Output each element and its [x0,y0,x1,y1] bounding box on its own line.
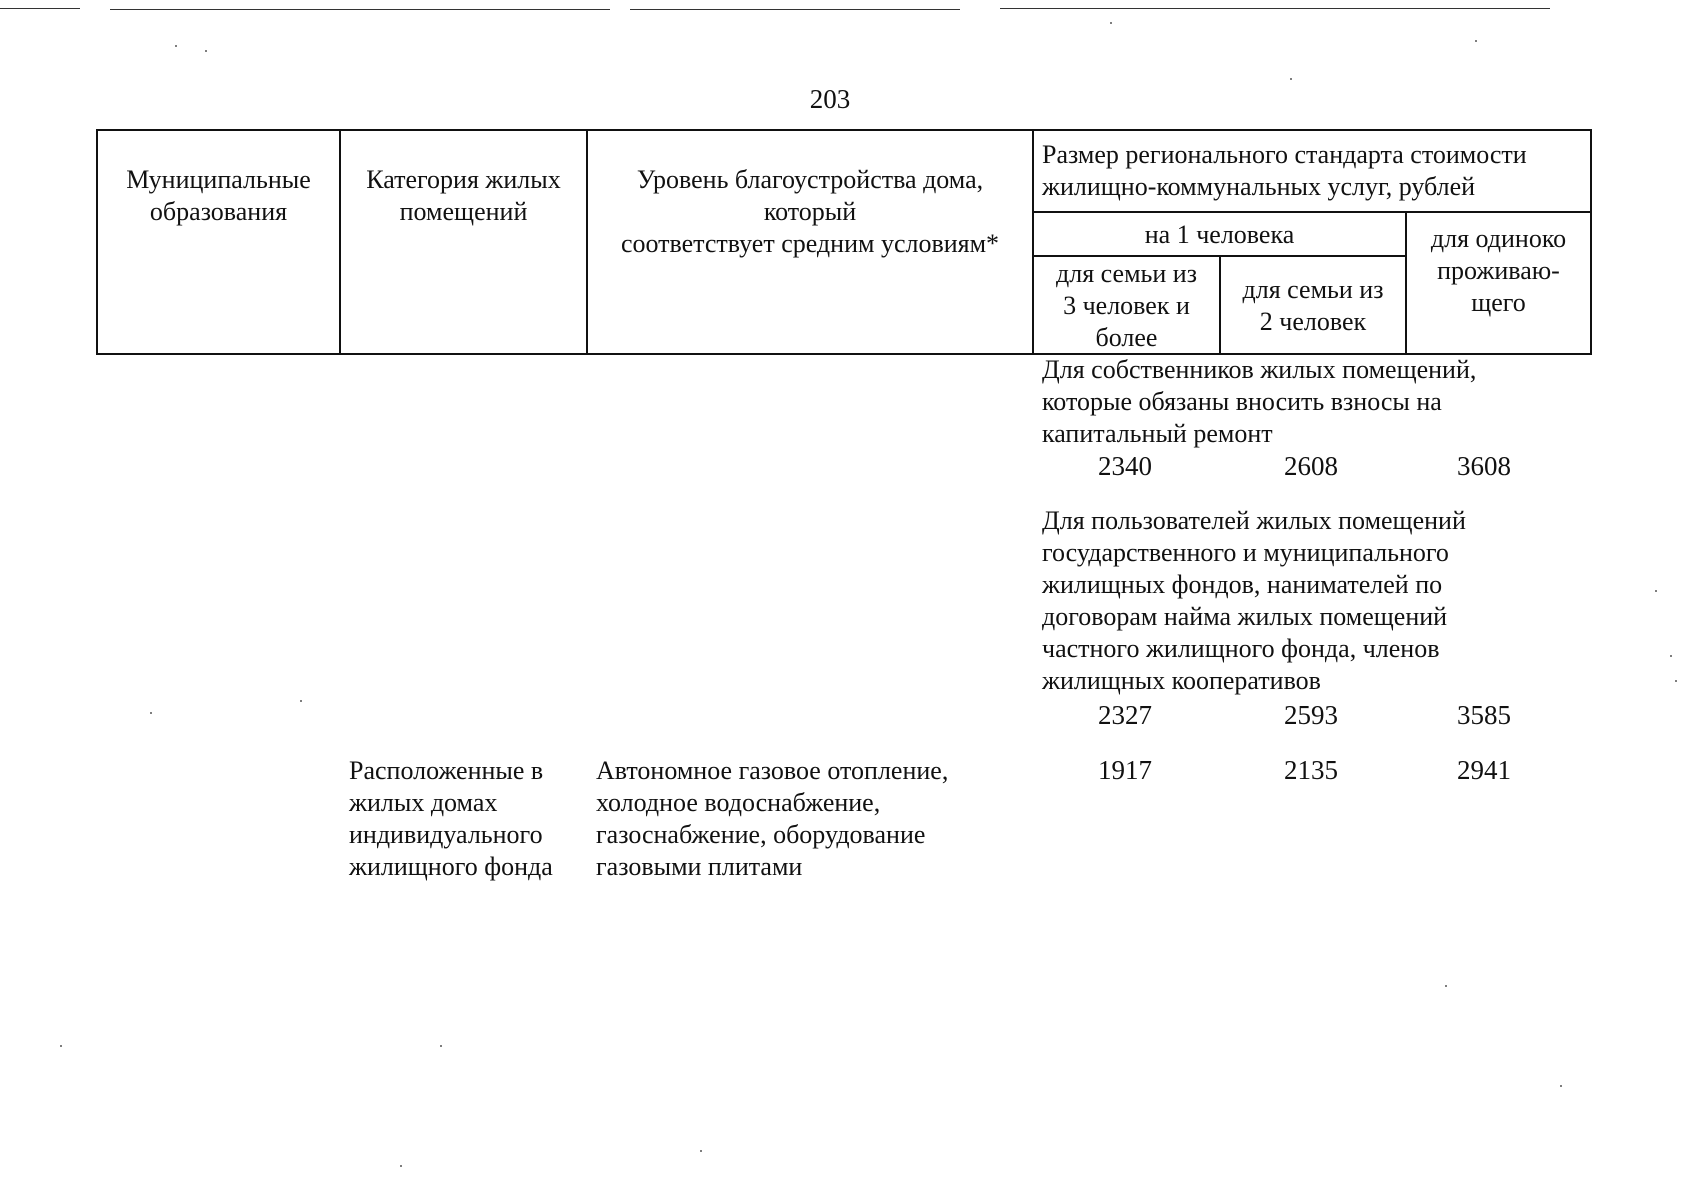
value-family-3: 2327 [1098,700,1152,730]
scan-speck [300,700,302,702]
row-divider [1032,211,1590,213]
header-improvement-level: Уровень благоустройства дома, который соответствует средним условиям* [620,165,1000,258]
header-family-2: для семьи из 2 человек [1242,275,1384,336]
header-category: Категория жилых помещений [366,165,561,226]
value-single: 3608 [1457,451,1511,481]
row-divider [1032,255,1407,257]
scan-speck [1675,680,1677,682]
value-family-2: 2135 [1284,755,1338,785]
section-users-title: Для пользователей жилых помещений государственного и муниципального жилищных фондов, нанимателей по договорам найма жилых помещений частного жилищного фонда, членов жилищных кооперативов [1042,506,1466,695]
header-family-3: для семьи из 3 человек и более [1056,259,1197,352]
scan-speck [175,45,177,47]
header-table [96,129,1592,355]
header-single: для одиноко проживаю- щего [1430,224,1567,317]
value-single: 2941 [1457,755,1511,785]
scan-speck [1475,40,1477,42]
scan-speck [700,1150,702,1152]
value-family-2: 2608 [1284,451,1338,481]
scan-speck [1670,655,1672,657]
header-regional-standard: Размер регионального стандарта стоимости жилищно-коммунальных услуг, рублей [1042,140,1527,201]
scan-speck [150,712,152,714]
value-family-3: 1917 [1098,755,1152,785]
scan-edge-line [1000,8,1550,9]
scan-speck [1290,78,1292,80]
scan-speck [440,1045,442,1047]
scan-speck [205,50,207,52]
section-owners-title: Для собственников жилых помещений, которые обязаны вносить взносы на капитальный ремонт [1042,355,1477,448]
scan-speck [400,1165,402,1167]
scan-speck [1445,985,1447,987]
value-single: 3585 [1457,700,1511,730]
scan-speck [1655,590,1657,592]
scan-edge-line [110,9,610,10]
value-family-2: 2593 [1284,700,1338,730]
scan-speck [1110,22,1112,24]
value-family-3: 2340 [1098,451,1152,481]
scan-edge-line [630,9,960,10]
page-number: 203 [809,84,851,114]
row-improvement-level: Автономное газовое отопление, холодное водоснабжение, газоснабжение, оборудование газовыми плитами [596,756,949,881]
scan-speck [60,1045,62,1047]
scan-speck [1560,1085,1562,1087]
header-per-person: на 1 человека [1144,220,1295,249]
scan-edge-line [0,8,80,9]
header-municipal: Муниципальные образования [126,165,311,226]
row-category: Расположенные в жилых домах индивидуального жилищного фонда [349,756,553,881]
